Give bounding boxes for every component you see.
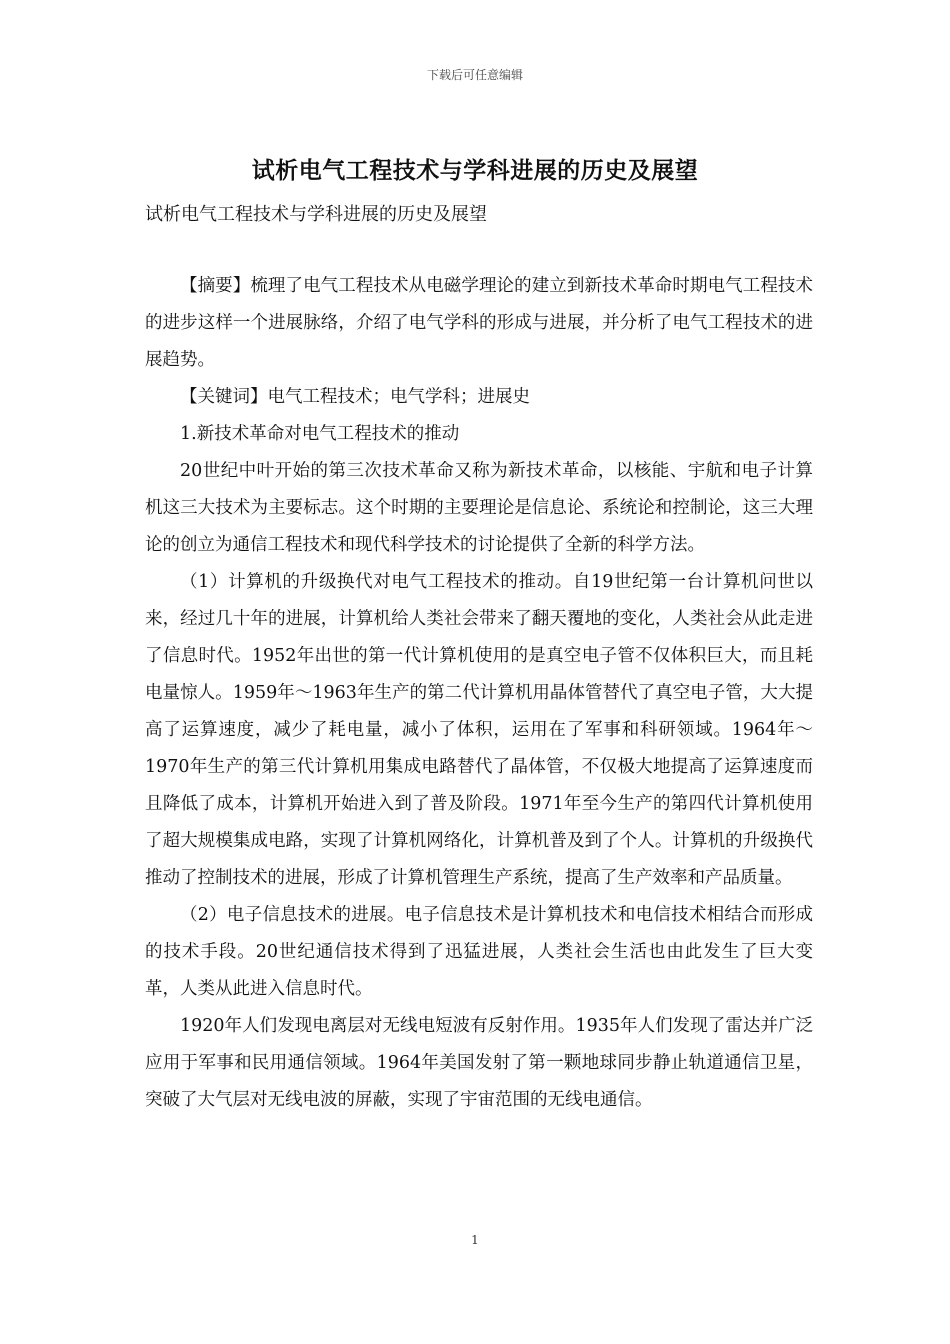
body-paragraph: 1920年人们发现电离层对无线电短波有反射作用。1935年人们发现了雷达并广泛应用于军事和民用通信领域。1964年美国发射了第一颗地球同步静止轨道通信卫星，突破了大气层对无线电波的屏蔽，实现了宇宙范围的无线电通信。 [145,1016,813,1110]
abstract-paragraph: 【摘要】梳理了电气工程技术从电磁学理论的建立到新技术革命时期电气工程技术的进步这样一个进展脉络，介绍了电气学科的形成与进展，并分析了电气工程技术的进展趋势。 [145,276,813,370]
document-title: 试析电气工程技术与学科进展的历史及展望 [251,157,699,184]
body-paragraph: 20世纪中叶开始的第三次技术革命又称为新技术革命，以核能、宇航和电子计算机这三大技术为主要标志。这个时期的主要理论是信息论、系统论和控制论，这三大理论的创立为通信工程技术和现代科学技术的讨论提供了全新的科学方法。 [145,461,813,555]
body-paragraph: （1）计算机的升级换代对电气工程技术的推动。自19世纪第一台计算机问世以来，经过几十年的进展，计算机给人类社会带来了翻天覆地的变化，人类社会从此走进了信息时代。1952年出世的第一代计算机使用的是真空电子管不仅体积巨大，而且耗电量惊人。1959年～1963年生产的第二代计算机用晶体管替代了真空电子管，大大提高了运算速度，减少了耗电量，减小了体积，运用在了军事和科研领域。1964年～1970年生产的第三代计算机用集成电路替代了晶体管，不仅极大地提高了运算速度而且降低了成本，计算机开始进入到了普及阶段。1971年至今生产的第四代计算机使用了超大规模集成电路，实现了计算机网络化，计算机普及到了个人。计算机的升级换代推动了控制技术的进展，形成了计算机管理生产系统，提高了生产效率和产品质量。 [145,572,813,888]
document-subtitle: 试析电气工程技术与学科进展的历史及展望 [145,204,487,225]
body-paragraph: （2）电子信息技术的进展。电子信息技术是计算机技术和电信技术相结合而形成的技术手段。20世纪通信技术得到了迅猛进展，人类社会生活也由此发生了巨大变革，人类从此进入信息时代。 [145,905,813,999]
page-header: 下载后可任意编辑 [426,68,523,82]
document-body [145,268,813,1119]
page-number: 1 [471,1233,479,1247]
keywords-paragraph: 【关键词】电气工程技术；电气学科；进展史 [180,387,530,407]
section-heading: 1.新技术革命对电气工程技术的推动 [180,424,460,444]
